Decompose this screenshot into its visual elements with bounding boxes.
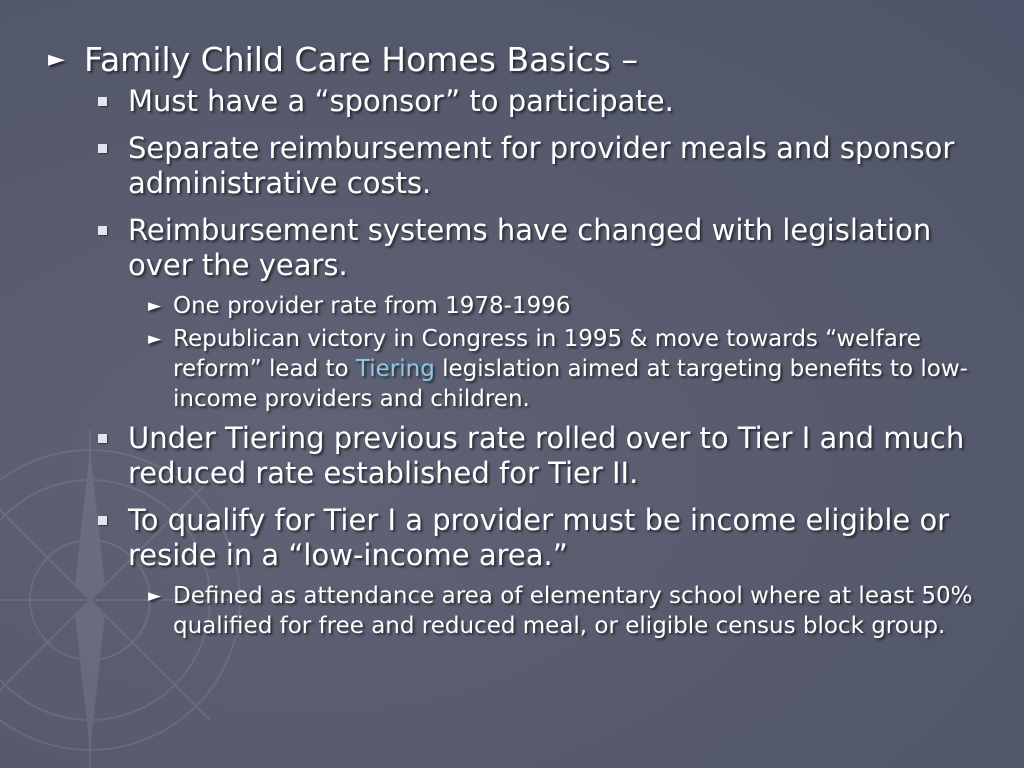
triangle-bullet-icon: ►: [148, 296, 162, 316]
square-bullet-icon: [98, 434, 107, 443]
bullet-item: [48, 131, 988, 201]
square-bullet-icon: [98, 144, 107, 153]
triangle-bullet-icon: ►: [148, 586, 162, 606]
bullet-item-text: Under Tiering previous rate rolled over to Tier I and much reduced rate established for Tier II.: [128, 421, 965, 490]
triangle-bullet-icon: ►: [148, 329, 162, 349]
tiering-link[interactable]: Tiering: [355, 356, 435, 382]
heading-text: Family Child Care Homes Basics –: [84, 40, 638, 79]
sub-bullet-item-text: One provider rate from 1978-1996: [173, 293, 571, 319]
sub-bullet-item-text: Defined as attendance area of elementary school where at least 50% qualified for free and reduced meal, or eligible census block group.: [173, 583, 973, 639]
bullet-item: [48, 503, 988, 573]
square-bullet-icon: [98, 97, 107, 106]
triangle-bullet-icon: ►: [48, 47, 65, 72]
sub-bullet-item: [48, 581, 988, 641]
sub-bullet-item-text: [173, 326, 968, 412]
bullet-item-text: To qualify for Tier I a provider must be income eligible or reside in a “low-income area.”: [128, 503, 950, 572]
bullet-item-text: Must have a “sponsor” to participate.: [128, 84, 674, 118]
sub-bullet-text-before: Republican victory in Congress in 1995 & move towards “welfare reform” lead to: [173, 326, 921, 382]
sub-bullet-text-after: legislation aimed at targeting benefits to low-income providers and children.: [173, 356, 968, 412]
bullet-item: [48, 84, 988, 119]
sub-bullet-item: [48, 291, 988, 321]
bullet-item: [48, 421, 988, 491]
square-bullet-icon: [98, 516, 107, 525]
bullet-item: [48, 213, 988, 283]
slide-content: [48, 40, 988, 648]
slide-heading: [48, 40, 988, 80]
bullet-item-text: Separate reimbursement for provider meals and sponsor administrative costs.: [128, 131, 955, 200]
sub-bullet-item: [48, 324, 988, 414]
square-bullet-icon: [98, 226, 107, 235]
bullet-item-text: Reimbursement systems have changed with legislation over the years.: [128, 213, 932, 282]
